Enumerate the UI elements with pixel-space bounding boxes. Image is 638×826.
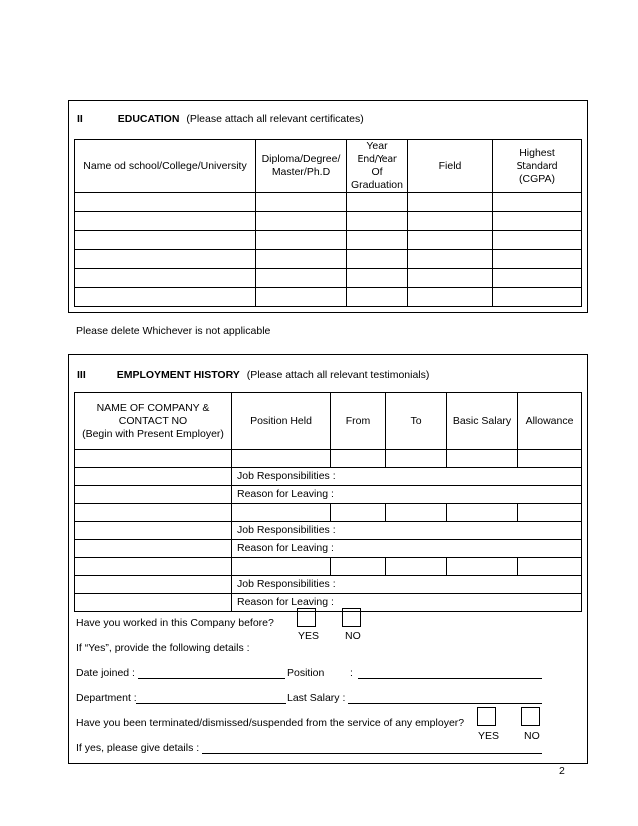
cell-from[interactable] [331, 450, 386, 468]
cell-diploma[interactable] [256, 269, 347, 288]
education-numeral: II [77, 113, 83, 125]
cell-school[interactable] [75, 231, 256, 250]
cell-school[interactable] [75, 212, 256, 231]
cell-from[interactable] [331, 558, 386, 576]
cell-highest[interactable] [493, 269, 582, 288]
col-to: To [386, 393, 447, 450]
employment-row [75, 450, 582, 468]
cell-diploma[interactable] [256, 288, 347, 307]
cell-company[interactable] [75, 450, 232, 468]
cell-company[interactable] [75, 522, 232, 540]
reason-for-leaving-label[interactable]: Reason for Leaving : [232, 594, 582, 612]
col-diploma [256, 140, 347, 193]
cell-allowance[interactable] [518, 558, 582, 576]
cell-field[interactable] [408, 250, 493, 269]
cell-school[interactable] [75, 193, 256, 212]
education-row [75, 269, 582, 288]
col-highest-line1: Highest [519, 146, 555, 159]
job-responsibilities-label[interactable]: Job Responsibilities : [232, 522, 582, 540]
cell-year[interactable] [347, 269, 408, 288]
col-year-line3: Of [371, 166, 383, 178]
col-year [347, 140, 408, 193]
cell-school[interactable] [75, 269, 256, 288]
employment-row [75, 504, 582, 522]
cell-diploma[interactable] [256, 250, 347, 269]
cell-to[interactable] [386, 450, 447, 468]
col-field: Field [408, 140, 493, 193]
employment-note: (Please attach all relevant testimonials) [246, 369, 430, 381]
worked-before-yes-label: YES [298, 630, 320, 642]
col-company [75, 393, 232, 450]
job-responsibilities-label[interactable]: Job Responsibilities : [232, 576, 582, 594]
cell-salary[interactable] [447, 504, 518, 522]
terminated-question: Have you been terminated/dismissed/suspended from the service of any employer? [76, 717, 465, 729]
cell-position[interactable] [232, 504, 331, 522]
cell-company[interactable] [75, 468, 232, 486]
col-year-line1: Year [366, 140, 388, 152]
col-allowance: Allowance [518, 393, 582, 450]
details-label: If yes, please give details : [76, 742, 200, 754]
worked-before-no-label: NO [345, 630, 361, 642]
terminated-yes-label: YES [478, 730, 500, 742]
cell-field[interactable] [408, 231, 493, 250]
cell-field[interactable] [408, 288, 493, 307]
cell-highest[interactable] [493, 231, 582, 250]
cell-company[interactable] [75, 558, 232, 576]
cell-position[interactable] [232, 558, 331, 576]
col-company-line2: CONTACT NO [118, 414, 188, 427]
employment-row [75, 558, 582, 576]
last-salary-label: Last Salary : [287, 692, 346, 704]
education-header-row [75, 140, 582, 193]
cell-to[interactable] [386, 558, 447, 576]
job-responsibilities-row [75, 468, 582, 486]
cell-field[interactable] [408, 212, 493, 231]
cell-company[interactable] [75, 540, 232, 558]
col-company-line1: NAME OF COMPANY & [96, 401, 210, 414]
education-row [75, 288, 582, 307]
col-position: Position Held [232, 393, 331, 450]
cell-salary[interactable] [447, 558, 518, 576]
cell-highest[interactable] [493, 288, 582, 307]
cell-diploma[interactable] [256, 212, 347, 231]
employment-heading [77, 369, 429, 381]
job-responsibilities-label[interactable]: Job Responsibilities : [232, 468, 582, 486]
page-number: 2 [559, 765, 565, 777]
education-note: (Please attach all relevant certificates) [186, 113, 364, 125]
col-highest-line3: (CGPA) [519, 172, 555, 185]
employment-title: EMPLOYMENT HISTORY [116, 369, 240, 381]
position-colon: : [350, 667, 353, 679]
job-responsibilities-row [75, 576, 582, 594]
reason-for-leaving-row [75, 594, 582, 612]
col-company-line3: (Begin with Present Employer) [82, 427, 224, 440]
cell-diploma[interactable] [256, 193, 347, 212]
cell-from[interactable] [331, 504, 386, 522]
col-diploma-line2: Master/Ph.D [271, 166, 331, 178]
reason-for-leaving-row [75, 486, 582, 504]
terminated-no-label: NO [524, 730, 540, 742]
department-input[interactable] [136, 703, 286, 704]
education-title: EDUCATION [117, 113, 180, 125]
education-heading [77, 113, 364, 125]
cell-school[interactable] [75, 250, 256, 269]
col-highest [493, 140, 582, 193]
cell-year[interactable] [347, 231, 408, 250]
cell-highest[interactable] [493, 193, 582, 212]
job-responsibilities-row [75, 522, 582, 540]
cell-year[interactable] [347, 288, 408, 307]
cell-allowance[interactable] [518, 450, 582, 468]
col-salary: Basic Salary [447, 393, 518, 450]
education-table [74, 139, 582, 307]
col-year-line4: Graduation [351, 179, 403, 191]
cell-company[interactable] [75, 504, 232, 522]
cell-highest[interactable] [493, 250, 582, 269]
col-highest-line2: Standard [516, 160, 558, 172]
worked-before-no-checkbox[interactable] [342, 608, 361, 627]
cell-allowance[interactable] [518, 504, 582, 522]
education-row [75, 193, 582, 212]
date-joined-input[interactable] [138, 678, 285, 679]
education-row [75, 250, 582, 269]
employment-header-row [75, 393, 582, 450]
cell-year[interactable] [347, 212, 408, 231]
cell-year[interactable] [347, 193, 408, 212]
department-label: Department : [76, 692, 137, 704]
cell-to[interactable] [386, 504, 447, 522]
worked-before-yes-checkbox[interactable] [297, 608, 316, 627]
cell-diploma[interactable] [256, 231, 347, 250]
cell-company[interactable] [75, 594, 232, 612]
cell-school[interactable] [75, 288, 256, 307]
cell-highest[interactable] [493, 212, 582, 231]
col-year-line2: End/Year [357, 154, 397, 165]
if-yes-instruction: If “Yes”, provide the following details : [76, 642, 250, 654]
cell-salary[interactable] [447, 450, 518, 468]
cell-company[interactable] [75, 576, 232, 594]
date-joined-label: Date joined : [76, 667, 135, 679]
employment-table [74, 392, 582, 612]
reason-for-leaving-row [75, 540, 582, 558]
col-from: From [331, 393, 386, 450]
position-input[interactable] [358, 678, 542, 679]
reason-for-leaving-label[interactable]: Reason for Leaving : [232, 486, 582, 504]
col-diploma-line1: Diploma/Degree/ [261, 153, 341, 165]
cell-year[interactable] [347, 250, 408, 269]
cell-position[interactable] [232, 450, 331, 468]
reason-for-leaving-label[interactable]: Reason for Leaving : [232, 540, 582, 558]
education-footnote: Please delete Whichever is not applicable [76, 325, 271, 337]
last-salary-input[interactable] [348, 703, 542, 704]
education-row [75, 212, 582, 231]
employment-numeral: III [77, 369, 86, 381]
worked-before-question: Have you worked in this Company before? [76, 617, 274, 629]
cell-field[interactable] [408, 269, 493, 288]
education-row [75, 231, 582, 250]
col-school: Name od school/College/University [75, 140, 256, 193]
details-input[interactable] [202, 753, 542, 754]
terminated-yes-checkbox[interactable] [477, 707, 496, 726]
terminated-no-checkbox[interactable] [521, 707, 540, 726]
position-label: Position [287, 667, 325, 679]
cell-field[interactable] [408, 193, 493, 212]
cell-company[interactable] [75, 486, 232, 504]
